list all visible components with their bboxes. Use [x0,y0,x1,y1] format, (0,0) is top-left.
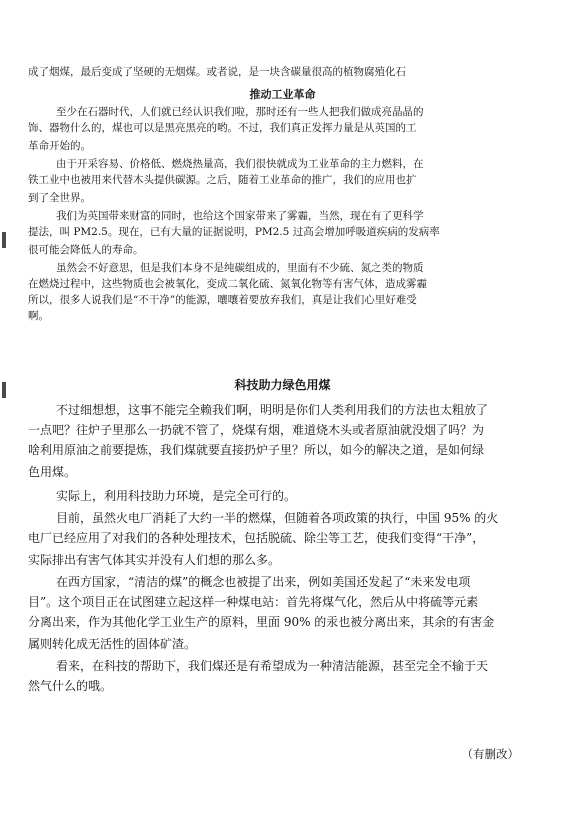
text-line: 啥利用原油之前要提炼，我们煤就要直接扔炉子里？所以，如今的解决之道，是如何绿 [28,443,485,457]
text-line: 虽然会不好意思，但是我们本身不是纯碳组成的，里面有不少硫、氮之类的物质 [56,262,424,274]
text-line: 电厂已经应用了对我们的各种处理技术，包括脱硫、除尘等工艺，使我们变得“干净”， [28,531,485,545]
text-line: 实际排出有害气体其实并没有人们想的那么多。 [28,553,281,567]
text-line: 分离出来，作为其他化学工业生产的原料，里面 90% 的汞也被分离出来，其余的有害金 [28,615,495,629]
text-line: 成了烟煤，最后变成了坚硬的无烟煤。或者说，是一块含碳量很高的植物腐殖化石 [28,66,406,78]
text-line: 提法，叫 PM2.5。现在，已有大量的证据说明，PM2.5 过高会增加呼吸道疾病的发病率 [28,226,440,238]
text-line: 由于开采容易、价格低、燃烧热量高，我们很快就成为工业革命的主力燃料，在 [56,158,424,170]
text-line: 所以，很多人说我们是“不干净”的能源，嚷嚷着要放弃我们，真是让我们心里好难受 [28,294,417,306]
text-line: 然气什么的哦。 [28,679,113,693]
text-line: 铁工业中也被用来代替木头提供碳源。之后，随着工业革命的推广，我们的应用也扩 [28,174,417,186]
text-line: 色用煤。 [28,465,77,479]
text-line: 在燃烧过程中，这些物质也会被氧化，变成二氧化硫、氮氧化物等有害气体，造成雾霾 [28,278,427,290]
section-industrial-revolution [28,104,548,324]
scan-edge-mark [2,232,6,248]
text-line: 我们为英国带来财富的同时，也给这个国家带来了雾霾，当然，现在有了更科学 [56,210,424,222]
text-line: 在西方国家，“清洁的煤”的概念也被提了出来，例如美国还发起了“未来发电项 [56,575,471,589]
text-line: 饰、器物什么的，煤也可以是黑亮黑亮的哟。不过，我们真正发挥力量是从英国的工 [28,122,417,134]
text-line: 啊。 [28,310,49,322]
section-green-coal [28,400,548,696]
source-note: （有删改） [461,747,519,761]
intro-block [28,64,548,80]
text-line: 很可能会降低人的寿命。 [28,244,144,256]
text-line: 实际上，利用科技助力环境，是完全可行的。 [56,489,297,503]
text-line: 看来，在科技的帮助下，我们煤还是有希望成为一种清洁能源，甚至完全不输于天 [56,659,489,673]
text-line: 到了全世界。 [28,192,91,204]
text-line: 属则转化成无活性的固体矿渣。 [28,637,197,651]
section-heading-green-coal: 科技助力绿色用煤 [234,378,331,392]
text-line: 目”。这个项目正在试图建立起这样一种煤电站：首先将煤气化，然后从中将硫等元素 [28,595,479,609]
text-line: 一点吧？往炉子里那么一扔就不管了，烧煤有烟，难道烧木头或者原油就没烟了吗？为 [28,423,485,437]
text-line: 不过细想想，这事不能完全赖我们啊，明明是你们人类利用我们的方法也太粗放了 [56,403,489,417]
section-heading-industrial-revolution: 推动工业革命 [249,88,316,101]
text-line: 至少在石器时代，人们就已经认识我们啦，那时还有一些人把我们做成亮晶晶的 [56,106,424,118]
text-line: 目前，虽然火电厂消耗了大约一半的燃煤，但随着各项政策的执行，中国 95% 的火 [56,511,499,525]
text-line: 革命开始的。 [28,140,91,152]
